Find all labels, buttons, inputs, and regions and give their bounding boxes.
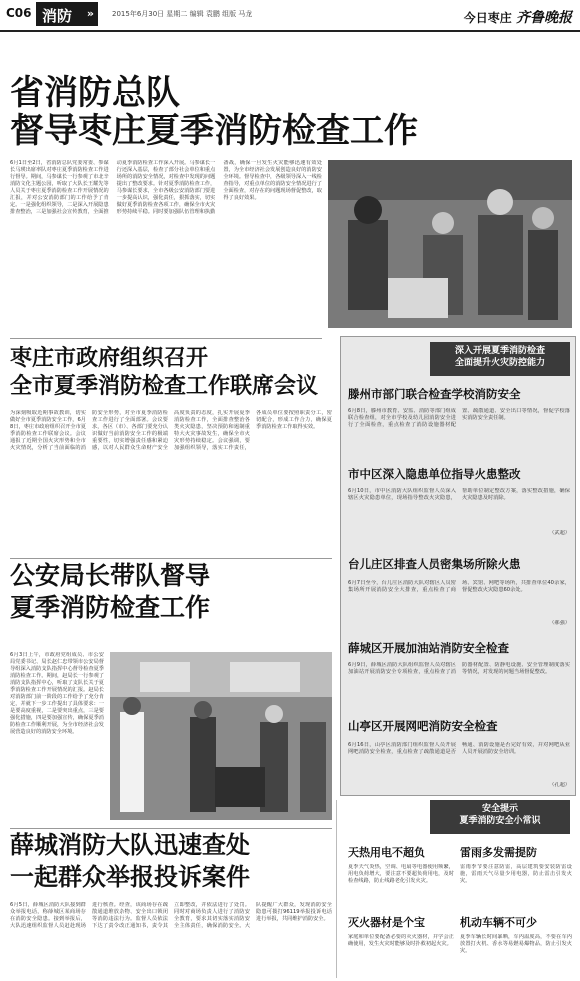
header-rule xyxy=(0,30,580,32)
safety-banner-line2: 夏季消防安全小常识 xyxy=(459,816,541,826)
sidebar-item-title: 滕州市部门联合检查学校消防安全 xyxy=(348,387,521,401)
article4-headline-line1: 薛城消防大队迅速查处 xyxy=(10,831,250,859)
tip-body: 雷雨季节要注意防雷，高层建筑要安装防雷设施，雷雨天气尽量少用电器，防止雷击引发火灾。 xyxy=(460,864,572,884)
sidebar-item-title: 薛城区开展加油站消防安全检查 xyxy=(348,641,509,655)
article2-headline-line2: 全市夏季消防检查工作联席会议 xyxy=(10,374,319,399)
column-divider xyxy=(336,800,337,978)
sidebar-banner xyxy=(430,342,570,376)
brand-prefix: 今日枣庄 xyxy=(463,11,512,25)
safety-banner-line1: 安全提示 xyxy=(481,804,518,814)
sidebar-item-credit: （孔超） xyxy=(549,782,570,788)
section-title: 消防 xyxy=(42,7,73,25)
sidebar-item-body: 6月7日至今，台儿庄区消防大队对辖区人员密集场所开展消防安全大排查，重点检查了商场、宾馆、网吧等场所，共排查单位40余家，督促整改火灾隐患60余处。 xyxy=(348,580,570,593)
article3-photo xyxy=(110,652,332,820)
issue-date: 2015年6月30日 星期二 编辑 袁鹏 组版 马龙 xyxy=(112,10,253,18)
inspection-photo xyxy=(328,160,572,328)
article2-headline-line1: 枣庄市政府组织召开 xyxy=(10,346,209,371)
sidebar-item-title: 台儿庄区排查人员密集场所除火患 xyxy=(348,557,521,571)
sidebar-banner-line2: 全面提升火灾防控能力 xyxy=(454,358,545,368)
chevron-right-icon: » xyxy=(86,7,94,20)
tip-body: 夏季天气炎热，空调、电扇等电器使用频繁，用电负荷增大，要注意不要超负荷用电，及时检查线路，防止线路老化引发火灾。 xyxy=(348,864,454,884)
sidebar-item-body: 6月8日，滕州市教育、安监、消防等部门组成联合检查组，对全市学校及幼儿园消防安全进行了全面检查，重点检查了消防设施器材配置、疏散通道、安全出口等情况，督促学校落实消防安全责任制。 xyxy=(348,408,570,428)
tip-body: 家庭和单位要配备必要的灭火器材，并学会正确使用，发生火灾时能够及时扑救初起火灾。 xyxy=(348,934,454,947)
page-number: C06 xyxy=(6,6,32,20)
sidebar-item-body: 6月9日，薛城区消防大队组织监督人员对辖区加油站开展消防安全专项检查，重点检查了消防器材配置、防静电设施、安全管理制度落实等情况，对发现的问题当场督促整改。 xyxy=(348,662,570,675)
divider xyxy=(10,338,322,339)
sidebar-item-body: 6月10日，市中区消防大队组织监督人员深入辖区火灾隐患单位，现场指导整改火灾隐患，帮助单位制定整改方案，落实整改措施，确保火灾隐患及时消除。 xyxy=(348,488,570,501)
article3-body: 6月3日上午，市政府党组成员、市公安局党委书记、局长赵仁忠带领市公安局督导组深入消防支队指挥中心督导检查夏季消防检查工作。期间，赵局长一行参观了消防支队指挥中心，听取了支队长关于夏季消防检查工作开展情况的汇报。赵局长对消防部门前一阶段的工作给予了充分肯定，并就下一步工作提出了具体要求：一是要高度重视，二是要突出重点，三是要强化措施，四是要加强宣传，确保夏季消防检查工作顺利开展，为全市经济社会发展营造良好的消防安全环境。 xyxy=(10,652,104,735)
sidebar-item-title: 山亭区开展网吧消防安全检查 xyxy=(348,719,498,733)
page-header xyxy=(0,0,580,30)
article4-headline-line2: 一起群众举报投诉案件 xyxy=(10,863,250,891)
tip-title: 机动车辆不可少 xyxy=(460,916,537,929)
command-center-photo xyxy=(110,652,332,820)
tip-title: 灭火器材是个宝 xyxy=(348,916,425,929)
divider xyxy=(10,828,332,829)
tip-title: 雷雨多发需提防 xyxy=(460,846,537,859)
divider xyxy=(10,558,332,559)
sidebar-item-credit: （武超） xyxy=(549,530,570,536)
lead-photo xyxy=(328,160,572,328)
tip-title: 天热用电不超负 xyxy=(348,846,425,859)
lead-body: 6月1日至2日，省消防总队党委常委、参谋长马瑛出席率队对枣庄夏季消防检查工作进行督导。期间，马参谋长一行参观了市北辛消防文化主题公园，听取了大队长王耀先等人员关于枣庄夏季消防检查工作开展情况的汇报，并对公安消防部门的工作给予了肯定。一是强化组织领导，二是深入开展隐患排查整治，三是加强社会宣传教育，全面推动夏季消防检查工作深入开展。马参谋长一行还深入基层，检查了部分社会单位和重点场所的消防安全情况，对检查中发现的问题提出了整改要求。针对夏季消防检查工作，马参谋长要求，全市各级公安消防部门要进一步提高认识，强化责任，狠抓落实，切实做好夏季消防检查各项工作，确保全市火灾形势持续平稳。同时要加强队伍管理和执勤备战，确保一旦发生火灾能够迅速有效处置，为全市经济社会发展创造良好的消防安全环境。督导检查中，各级领导深入一线检查指导，对重点单位的消防安全情况进行了全面检查，对存在的问题现场督促整改，取得了良好效果。 xyxy=(10,160,322,215)
article4-body: 6月5日，薛城区消防大队接到群众举报电话，称薛城区某商场存在消防安全隐患。接到举报后，大队迅速组织监督人员赶赴现场进行核查。经查，该商场存在疏散通道堆放杂物、安全出口锁闭等消防违法行为。监督人员依法下达了责令改正通知书，责令其立即整改，并依法进行了处罚。同时对商场负责人进行了消防安全教育，要求其切实落实消防安全主体责任，确保消防安全。大队提醒广大群众，发现消防安全隐患可拨打96119举报投诉电话进行举报，共同维护消防安全。 xyxy=(10,902,332,929)
lead-headline-line2: 督导枣庄夏季消防检查工作 xyxy=(10,111,418,151)
article3-headline-line2: 夏季消防检查工作 xyxy=(10,593,211,622)
lead-headline-line1: 省消防总队 xyxy=(10,73,180,113)
sidebar-item-body: 6月16日，山亭区消防部门组织监督人员开展网吧消防安全检查，重点检查了疏散通道是否畅通、消防设施是否完好有效，并对网吧从业人员开展消防安全培训。 xyxy=(348,742,570,755)
article2-body: 为深刻吸取近期事故教训，切实做好全市夏季消防安全工作，6月8日，枣庄市政府组织召开全市夏季消防检查工作联席会议。会议通报了近期全国火灾形势和全市火灾情况，分析了当前面临的消防安全形势，对全市夏季消防检查工作进行了全面部署。会议要求，各区（市）、各部门要充分认识做好当前消防安全工作的极端重要性，切实增强责任感和紧迫感，以对人民群众生命财产安全高度负责的态度，扎实开展夏季消防检查工作，全面排查整治各类火灾隐患，坚决预防和遏制重特大火灾事故发生，确保全市火灾形势持续稳定。会议强调，要加强组织领导，落实工作责任，各成员单位要按照职责分工，密切配合，形成工作合力，确保夏季消防检查工作取得实效。 xyxy=(10,410,332,451)
brand-name: 齐鲁晚报 xyxy=(516,10,572,26)
sidebar-item-title: 市中区深入隐患单位指导火患整改 xyxy=(348,467,521,481)
section-label xyxy=(36,2,98,26)
tip-body: 夏季车辆长时间暴晒，车内温度高，不要在车内放置打火机、香水等易燃易爆物品，防止引发火灾。 xyxy=(460,934,572,954)
sidebar-banner-line1: 深入开展夏季消防检查 xyxy=(454,346,545,356)
sidebar-item-credit: （郝强） xyxy=(549,620,570,626)
article3-headline-line1: 公安局长带队督导 xyxy=(10,561,211,590)
masthead-brand xyxy=(464,7,572,27)
safety-banner xyxy=(430,800,570,834)
